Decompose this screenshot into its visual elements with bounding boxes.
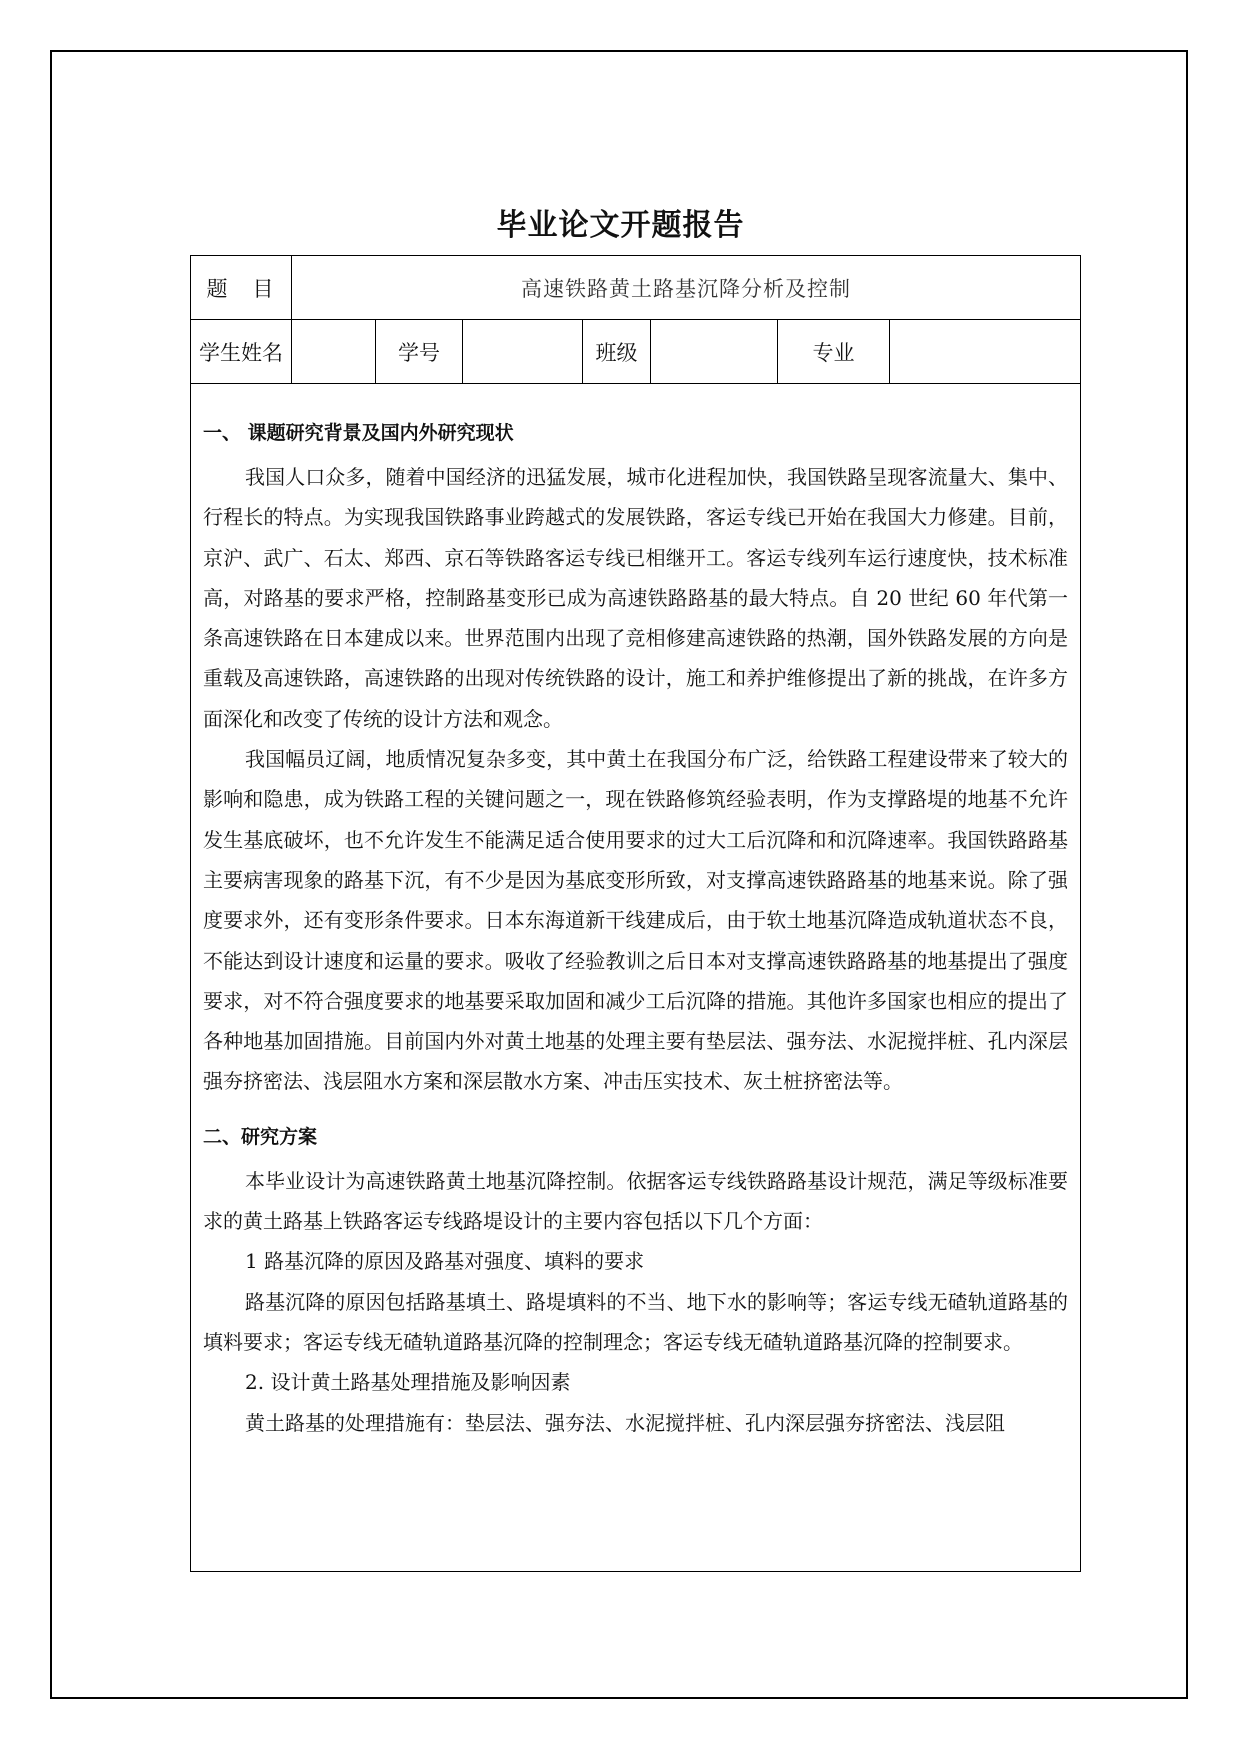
section-2-heading: 二、研究方案: [203, 1125, 318, 1148]
section-1-paragraph-1: 我国人口众多，随着中国经济的迅猛发展，城市化进程加快，我国铁路呈现客流量大、集中、行程长的特点。为实现我国铁路事业跨越式的发展铁路，客运专线已开始在我国大力修建。目前，京沪、武广、石太、郑西、京石等铁路客运专线已相继开工。客运专线列车运行速度快，技术标准高，对路基的要求严格，控制路基变形已成为高速铁路路基的最大特点。自 20 世纪 60 年代第一条高速铁路在日本建成以来。世界范围内出现了竞相修建高速铁路的热潮，国外铁路发展的方向是重载及高速铁路，高速铁路的出现对传统铁路的设计，施工和养护维修提出了新的挑战，在许多方面深化和改变了传统的设计方法和观念。: [203, 465, 1069, 731]
section-2-paragraph-2: 路基沉降的原因包括路基填土、路堤填料的不当、地下水的影响等；客运专线无碴轨道路基的填料要求；客运专线无碴轨道路基沉降的控制理念；客运专线无碴轨道路基沉降的控制要求。: [203, 1289, 1069, 1354]
section-1-paragraph-2: 我国幅员辽阔，地质情况复杂多变，其中黄土在我国分布广泛，给铁路工程建设带来了较大的影响和隐患，成为铁路工程的关键问题之一，现在铁路修筑经验表明，作为支撑路堤的地基不允许发生基底破坏，也不允许发生不能满足适合使用要求的过大工后沉降和和沉降速率。我国铁路路基主要病害现象的路基下沉，有不少是因为基底变形所致，对支撑高速铁路路基的地基来说。除了强度要求外，还有变形条件要求。日本东海道新干线建成后，由于软土地基沉降造成轨道状态不良，不能达到设计速度和运量的要求。吸收了经验教训之后日本对支撑高速铁路路基的地基提出了强度要求，对不符合强度要求的地基要采取加固和减少工后沉降的措施。其他许多国家也相应的提出了各种地基加固措施。目前国内外对黄土地基的处理主要有垫层法、强夯法、水泥搅拌桩、孔内深层强夯挤密法、浅层阻水方案和深层散水方案、冲击压实技术、灰土桩挤密法等。: [203, 747, 1069, 1094]
section-2-paragraph-3: 黄土路基的处理措施有：垫层法、强夯法、水泥搅拌桩、孔内深层强夯挤密法、浅层阻: [245, 1410, 1005, 1435]
content-cell: [191, 384, 1081, 1572]
report-content: [191, 384, 1080, 1571]
student-id-value[interactable]: [463, 320, 583, 384]
section-2-item-1: 1 路基沉降的原因及路基对强度、填料的要求: [245, 1249, 645, 1274]
section-2-item-2: 2. 设计黄土路基处理措施及影响因素: [245, 1370, 571, 1395]
report-form-table: [190, 255, 1081, 1572]
student-name-label: 学生姓名: [191, 320, 292, 384]
class-label: 班级: [583, 320, 651, 384]
content-row: [191, 384, 1081, 1572]
student-name-value[interactable]: [292, 320, 376, 384]
section-2-paragraph-1: 本毕业设计为高速铁路黄土地基沉降控制。依据客运专线铁路路基设计规范，满足等级标准要求的黄土路基上铁路客运专线路堤设计的主要内容包括以下几个方面：: [203, 1168, 1069, 1234]
major-value[interactable]: [890, 320, 1081, 384]
topic-value: 高速铁路黄土路基沉降分析及控制: [292, 256, 1081, 320]
student-id-label: 学号: [376, 320, 463, 384]
section-1-heading: 一、 课题研究背景及国内外研究现状: [203, 422, 514, 444]
class-value[interactable]: [651, 320, 778, 384]
major-label: 专业: [778, 320, 890, 384]
topic-label: 题 目: [191, 256, 292, 320]
student-info-row: [191, 320, 1081, 384]
document-title: 毕业论文开题报告: [496, 208, 745, 243]
topic-row: [191, 256, 1081, 320]
